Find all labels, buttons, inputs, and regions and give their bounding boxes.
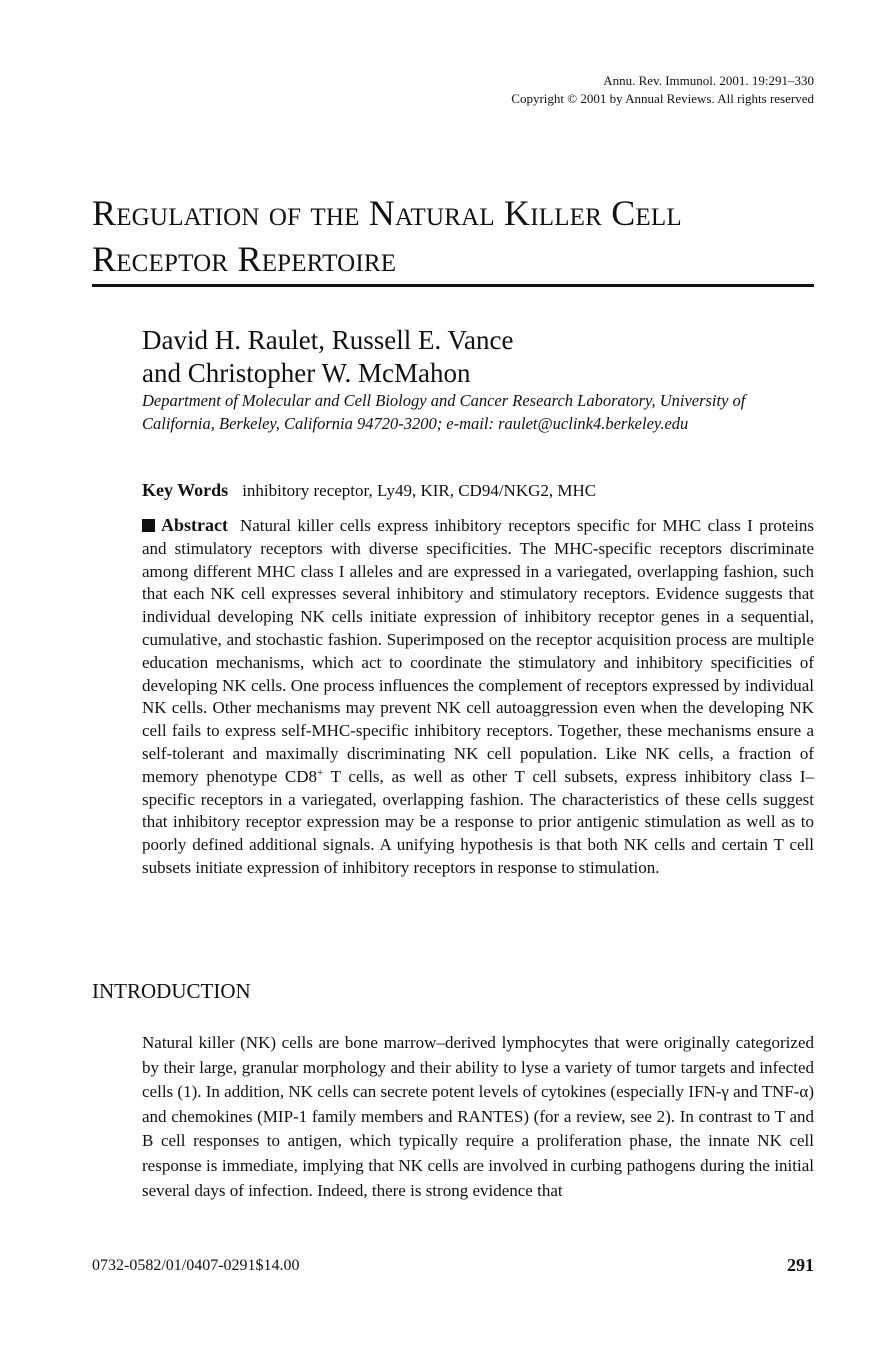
title-line-2: Receptor Repertoire — [92, 239, 397, 279]
title-rule — [92, 284, 814, 287]
keywords — [142, 480, 596, 501]
introduction-paragraph: Natural killer (NK) cells are bone marrow–derived lymphocytes that were originally categorized by their large, granular morphology and their ability to lyse a variety of tumor targets and infected cells (1). In addition, NK cells can secrete potent levels of cytokines (especially IFN-γ and TNF-α) and chemokines (MIP-1 family members and RANTES) (for a review, see 2). In contrast to T and B cell responses to antigen, which typically require a proliferation phase, the innate NK cell response is immediate, implying that NK cells are involved in curbing pathogens during the initial several days of infection. Indeed, there is strong evidence that — [142, 1033, 814, 1200]
square-bullet-icon — [142, 519, 155, 532]
abstract-text-1: Natural killer cells express inhibitory receptors specific for MHC class I proteins and stimulatory receptors with diverse specificities. The MHC-specific receptors discriminate among different MHC class I alleles and are expressed in a variegated, overlapping fashion, such that each NK cell expresses several inhibitory and stimulatory receptors. Evidence suggests that individual developing NK cells initiate expression of inhibitory receptor genes in a sequential, cumulative, and stochastic fashion. Superimposed on the receptor acquisition process are multiple education mechanisms, which act to coordinate the stimulatory and inhibitory specificities of developing NK cells. One process influences the complement of receptors expressed by individual NK cells. Other mechanisms may prevent NK cell autoaggression even when the developing NK cell fails to express self-MHC-specific inhibitory receptors. Together, these mechanisms ensure a self-tolerant and maximally discriminating NK cell population. Like NK cells, a fraction of memory phenotype CD8 — [142, 516, 814, 786]
authors-line-2: and Christopher W. McMahon — [142, 358, 471, 388]
running-header — [511, 72, 814, 108]
abstract-superscript: + — [317, 766, 324, 779]
authors-line-1: David H. Raulet, Russell E. Vance — [142, 325, 514, 355]
footer-code: 0732-0582/01/0407-0291$14.00 — [92, 1257, 300, 1274]
article-title — [92, 190, 814, 282]
abstract-label: Abstract — [161, 515, 228, 535]
author-list — [142, 324, 513, 390]
keywords-text: inhibitory receptor, Ly49, KIR, CD94/NKG2, MHC — [242, 481, 597, 500]
abstract — [142, 514, 814, 880]
section-heading: INTRODUCTION — [92, 979, 251, 1003]
title-line-1: Regulation of the Natural Killer Cell — [92, 193, 682, 233]
page-number: 291 — [787, 1255, 814, 1275]
copyright-notice: Copyright © 2001 by Annual Reviews. All rights reserved — [511, 91, 814, 106]
journal-citation: Annu. Rev. Immunol. 2001. 19:291–330 — [603, 73, 814, 88]
abstract-text-2: T cells, as well as other T cell subsets, express inhibitory class I–specific receptors in a variegated, overlapping fashion. The characteristics of these cells suggest that inhibitory receptor expression may be a response to prior antigenic stimulation as well as to poorly defined additional signals. A unifying hypothesis is that both NK cells and certain T cell subsets initiate expression of inhibitory receptors in response to stimulation. — [142, 766, 814, 877]
keywords-label: Key Words — [142, 480, 229, 500]
affiliation: Department of Molecular and Cell Biology and Cancer Research Laboratory, University of California, Berkeley, California 94720-3200; e-mail: raulet@uclink4.berkeley.edu — [142, 391, 746, 433]
